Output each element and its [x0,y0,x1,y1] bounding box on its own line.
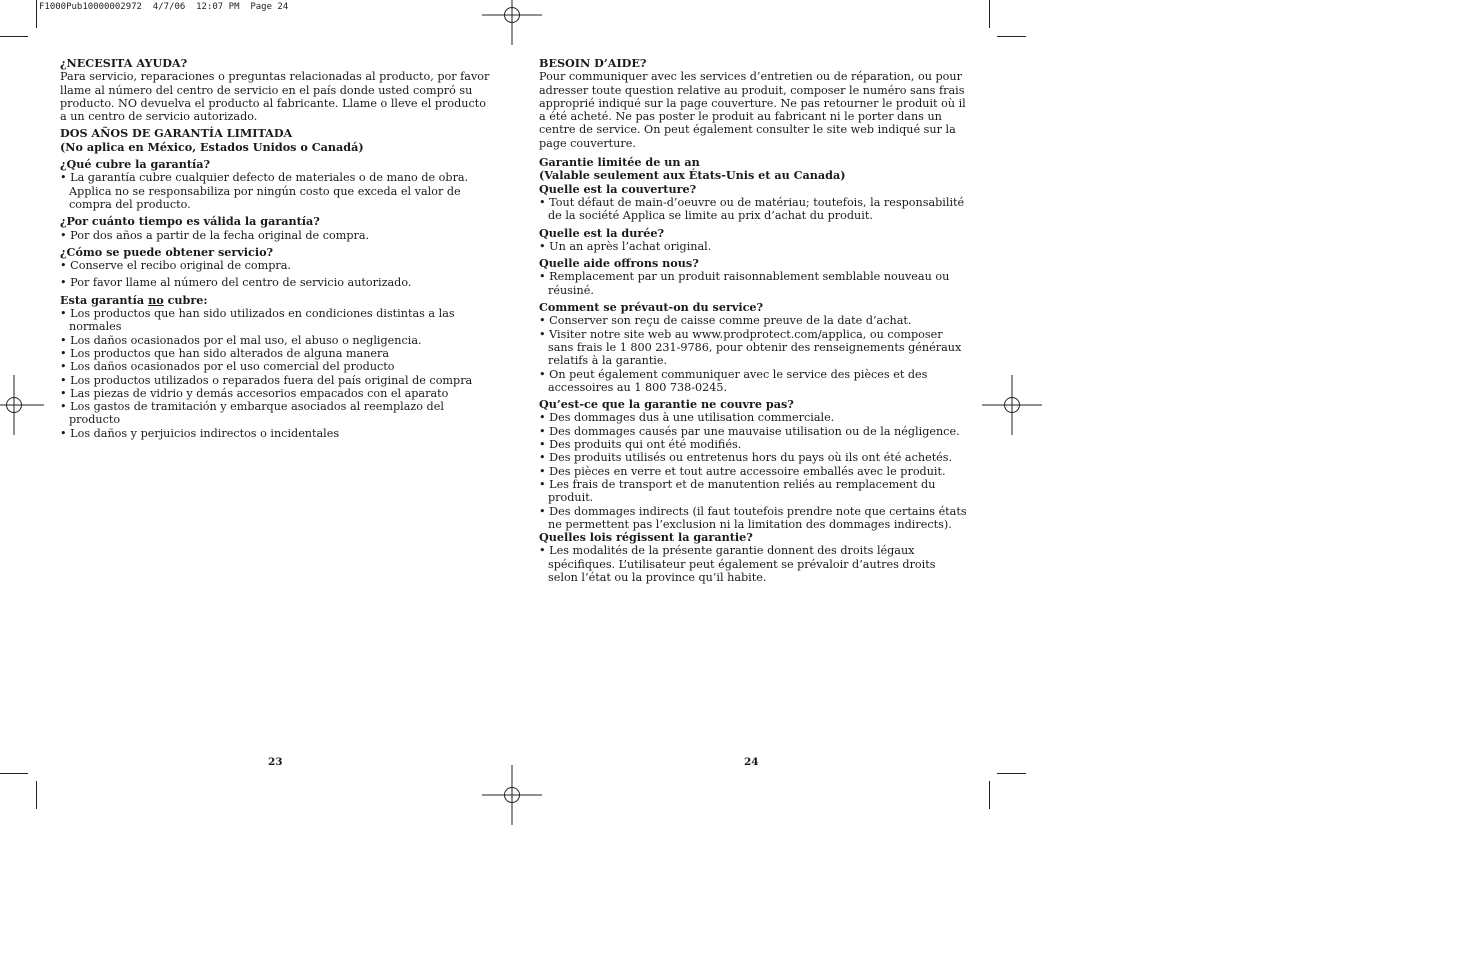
question-heading: Quelle est la durée? [539,225,665,240]
list-item: • Por dos años a partir de la fecha original de compra. [60,228,370,242]
heading-emphasis: no [148,292,164,307]
crop-mark [997,773,1026,774]
list-item: • Los daños ocasionados por el uso comercial del producto [60,360,395,374]
page-number-right: 24 [744,756,759,768]
warranty-heading: DOS AÑOS DE GARANTÍA LIMITADA [60,126,293,141]
list-item: • Remplacement par un produit raisonnablement semblable nouveau ou réusiné. [539,270,950,297]
list-item: • Los productos que han sido alterados de alguna manera [60,346,390,360]
list-item: • Les frais de transport et de manutention reliés au remplacement du produit. [539,477,936,505]
crop-mark [989,0,990,28]
question-heading: Quelle est la couverture? [539,181,697,196]
warranty-subheading: (No aplica en México, Estados Unidos o Canadá) [60,139,364,154]
list-item: • Por favor llame al número del centro de servicio autorizado. [60,276,412,290]
list-item: • Los daños y perjuicios indirectos o incidentales [60,426,340,440]
question-heading: ¿Por cuánto tiempo es válida la garantía? [60,214,320,229]
list-item: • Des produits utilisés ou entretenus hors du pays où ils ont été achetés. [539,451,953,465]
list-item: • Conserve el recibo original de compra. [60,259,291,273]
list-item: • Des dommages indirects (il faut toutefois prendre note que certains états ne permettent pas l’exclusion ni la limitation des dommages indirects). [539,504,967,531]
registration-mark-icon [982,375,1042,435]
list-item: • Des dommages dus à une utilisation commerciale. [539,411,835,425]
warranty-subheading: (Valable seulement aux États-Unis et au Canada) [539,168,846,183]
help-text: Para servicio, reparaciones o preguntas relacionadas al producto, por favor llame al número del centro de servicio en el país donde usted compró su producto. NO devuelva el producto al fabricante. Llame o lleve el producto a un centro de servicio autorizado. [60,70,490,124]
registration-mark-icon [482,765,542,825]
list-item: • Des produits qui ont été modifiés. [539,438,742,452]
question-heading: Quelles lois régissent la garantie? [539,530,753,545]
list-item: • Tout défaut de main-d’oeuvre ou de matériau; toutefois, la responsabilité de la société Applica se limite au prix d’achat du produit. [539,195,965,223]
help-text: Pour communiquer avec les services d’entretien ou de réparation, ou pour adresser toute question relative au produit, composer le numéro sans frais approprié indiqué sur la page couverture. Ne pas retourner le produit où il a été acheté. Ne pas poster le produit au fabricant ni le porter dans un centre de service. On peut également consulter le site web indiqué sur la page couverture. [539,70,966,150]
list-item: • Les modalités de la présente garantie donnent des droits légaux spécifiques. L’utilisateur peut également se prévaloir d’autres droits selon l’état ou la province qu’il habite. [539,544,936,584]
question-heading: ¿Cómo se puede obtener servicio? [60,244,274,259]
list-item: • Los daños ocasionados por el mal uso, el abuso o negligencia. [60,333,422,347]
crop-mark [36,0,37,28]
spanish-column [60,57,490,440]
page-number-left: 23 [268,756,283,768]
list-item: • Los productos que han sido utilizados en condiciones distintas a las normales [60,307,455,334]
crop-mark [989,781,990,809]
registration-mark-icon [482,0,542,45]
help-heading: ¿NECESITA AYUDA? [60,56,188,70]
warranty-heading: Garantie limitée de un an [539,155,700,170]
list-item: • Des dommages causés par une mauvaise utilisation ou de la négligence. [539,424,960,438]
question-heading [60,294,490,307]
list-item: • Visiter notre site web au www.prodprotect.com/applica, ou composer sans frais le 1 800 231-9786, pour obtenir des renseignements généraux relatifs à la garantie. [539,327,962,368]
question-heading: Quelle aide offrons nous? [539,256,699,271]
list-item: • Des pièces en verre et tout autre accessoire emballés avec le produit. [539,464,946,478]
list-item: • On peut également communiquer avec le service des pièces et des accessoires au 1 800 738-0245. [539,367,928,394]
list-item: • Los productos utilizados o reparados fuera del país original de compra [60,373,473,387]
french-column [539,57,967,584]
printer-slug: F1000Pub10000002972 4/7/06 12:07 PM Page 24 [39,2,289,12]
list-item: • Conserver son reçu de caisse comme preuve de la date d’achat. [539,314,912,328]
list-item: • Un an après l’achat original. [539,239,712,253]
question-heading: Comment se prévaut-on du service? [539,300,764,315]
crop-mark [36,781,37,809]
heading-text: Esta garantía [60,292,149,307]
crop-mark [0,773,28,774]
question-heading: ¿Qué cubre la garantía? [60,157,211,172]
crop-mark [997,36,1026,37]
crop-mark [0,36,28,37]
registration-mark-icon [0,375,44,435]
question-heading: Qu’est-ce que la garantie ne couvre pas? [539,397,794,412]
help-heading: BESOIN D’AIDE? [539,56,647,70]
list-item: • La garantía cubre cualquier defecto de materiales o de mano de obra. Applica no se responsabiliza por ningún costo que exceda el valor de compra del producto. [60,171,469,211]
heading-text: cubre: [163,292,208,307]
list-item: • Las piezas de vidrio y demás accesorios empacados con el aparato [60,386,449,400]
list-item: • Los gastos de tramitación y embarque asociados al reemplazo del producto [60,400,444,427]
